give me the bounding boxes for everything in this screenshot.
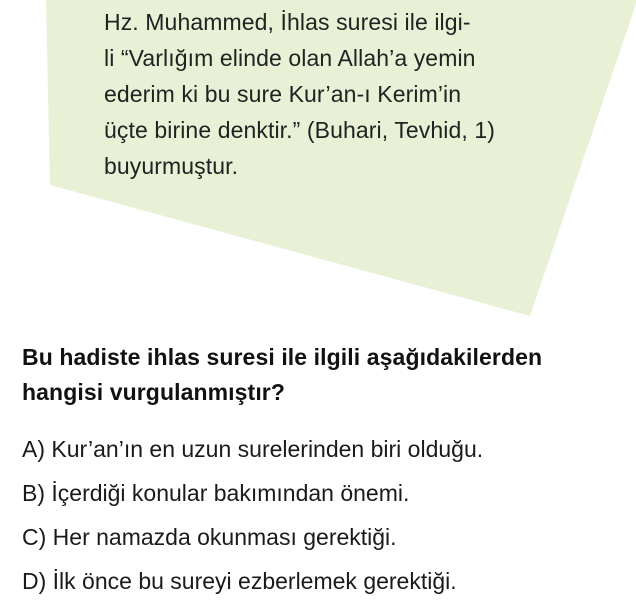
answer-options: [22, 427, 634, 603]
quote-line: ederim ki bu sure Kur’an-ı Kerim’in: [104, 81, 462, 107]
question-line: Bu hadiste ihlas suresi ile ilgili aşağıdakilerden: [22, 344, 543, 370]
quote-line: üçte birine denktir.” (Buhari, Tevhid, 1): [104, 117, 496, 143]
option-letter: D): [22, 568, 47, 594]
option-text: Kur’an’ın en uzun surelerinden biri olduğu.: [51, 436, 484, 462]
question-text: [22, 340, 634, 410]
quote-line: li “Varlığım elinde olan Allah’a yemin: [104, 45, 476, 71]
option-letter: C): [22, 524, 47, 550]
quote-line: buyurmuştur.: [104, 153, 239, 179]
option-letter: A): [22, 436, 45, 462]
quote-line: Hz. Muhammed, İhlas suresi ile ilgi-: [104, 9, 471, 35]
option-d[interactable]: [22, 559, 634, 603]
option-text: İçerdiği konular bakımından önemi.: [51, 480, 410, 506]
option-letter: B): [22, 480, 45, 506]
option-text: Her namazda okunması gerektiği.: [52, 524, 397, 550]
option-text: İlk önce bu sureyi ezberlemek gerektiği.: [52, 568, 457, 594]
option-a[interactable]: [22, 427, 634, 471]
hadith-quote-text: [104, 4, 556, 184]
option-c[interactable]: [22, 515, 634, 559]
question-line: hangisi vurgulanmıştır?: [22, 379, 286, 405]
option-b[interactable]: [22, 471, 634, 515]
